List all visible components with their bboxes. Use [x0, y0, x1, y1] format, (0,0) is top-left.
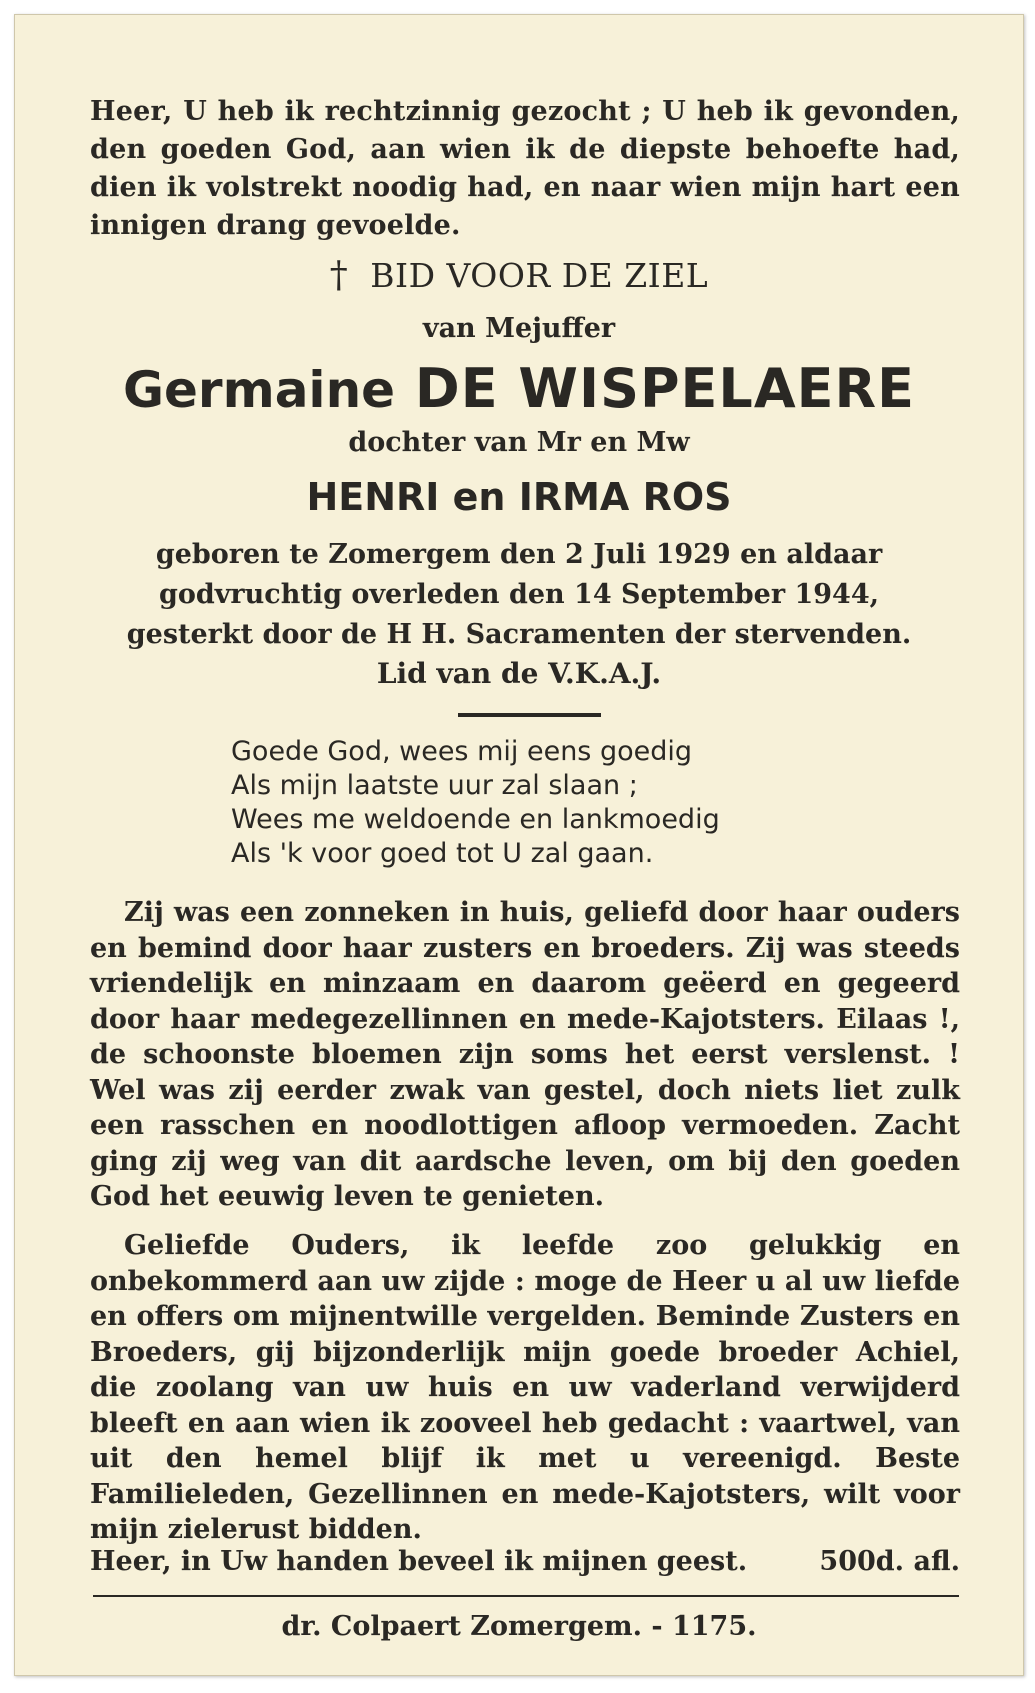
- divider-long: [93, 1595, 959, 1597]
- printer-imprint: dr. Colpaert Zomergem. - 1175.: [281, 1611, 757, 1642]
- first-name: Germaine: [122, 361, 396, 419]
- poem: [231, 735, 720, 871]
- surname: DE WISPELAERE: [414, 357, 915, 420]
- intro-prayer: Heer, U heb ik rechtzinnig gezocht ; U heb ik gevonden, den goeden God, aan wien ik de diepste behoefte had, dien ik volstrekt noodig had, en naar wien mijn hart een innigen drang gevoelde.: [90, 96, 960, 241]
- birth-line: geboren te Zomergem den 2 Juli 1929 en aldaar: [155, 539, 883, 570]
- paragraph-farewell: Geliefde Ouders, ik leefde zoo gelukkig en onbekommerd aan uw zijde : moge de Heer u al uw liefde en offers om mijnentwille vergelden. Beminde Zusters en Broeders, gij bijzonderlijk mijn goede broeder Achiel, die zoolang van uw huis en uw vaderland verwijderd bleeft en aan wien ik zooveel heb gedacht : vaartwel, van uit den hemel blijf ik met u vereenigd. Beste Familieleden, Gezellinnen en mede-Kajotsters, wilt voor mijn zielerust bidden.: [90, 1230, 960, 1545]
- bid-text: BID VOOR DE ZIEL: [370, 256, 709, 295]
- cross-icon: †: [329, 255, 349, 296]
- closing-prayer: Heer, in Uw handen beveel ik mijnen geest.: [90, 1546, 748, 1577]
- closing-line: [90, 1546, 960, 1577]
- paragraph-tribute: Zij was een zonneken in huis, geliefd door haar ouders en bemind door haar zusters en broeders. Zij was steeds vriendelijk en minzaam en daarom geëerd en gegeerd door haar medegezellinnen en mede-Kajotsters. Eilaas !, de schoonste bloemen zijn soms het eerst verslenst. ! Wel was zij eerder zwak van gestel, doch niets liet zulk een rasschen en noodlottigen afloop vermoeden. Zacht ging zij weg van dit aardsche leven, om bij den goeden God het eeuwig leven te genieten.: [90, 897, 960, 1212]
- membership: Lid van de V.K.A.J.: [376, 657, 662, 690]
- indulgence: 500d. afl.: [819, 1546, 960, 1577]
- memorial-card: [14, 14, 1024, 1676]
- poem-line: Als mijn laatste uur zal slaan ;: [231, 770, 638, 801]
- poem-line: Als 'k voor goed tot U zal gaan.: [231, 838, 654, 869]
- death-line: godvruchtig overleden den 14 September 1944,: [158, 579, 880, 610]
- poem-line: Goede God, wees mij eens goedig: [231, 736, 693, 767]
- birth-death-details: [15, 535, 1023, 655]
- divider-short: [458, 713, 601, 717]
- parents-names: HENRI en IRMA ROS: [306, 475, 732, 519]
- daughter-of: dochter van Mr en Mw: [348, 427, 690, 458]
- prayer-heading: [15, 255, 1023, 296]
- poem-line: Wees me weldoende en lankmoedig: [231, 804, 720, 835]
- sacraments-line: gesterkt door de H H. Sacramenten der stervenden.: [126, 619, 912, 650]
- deceased-name: [15, 357, 1023, 420]
- van-mejuffer: van Mejuffer: [422, 313, 616, 344]
